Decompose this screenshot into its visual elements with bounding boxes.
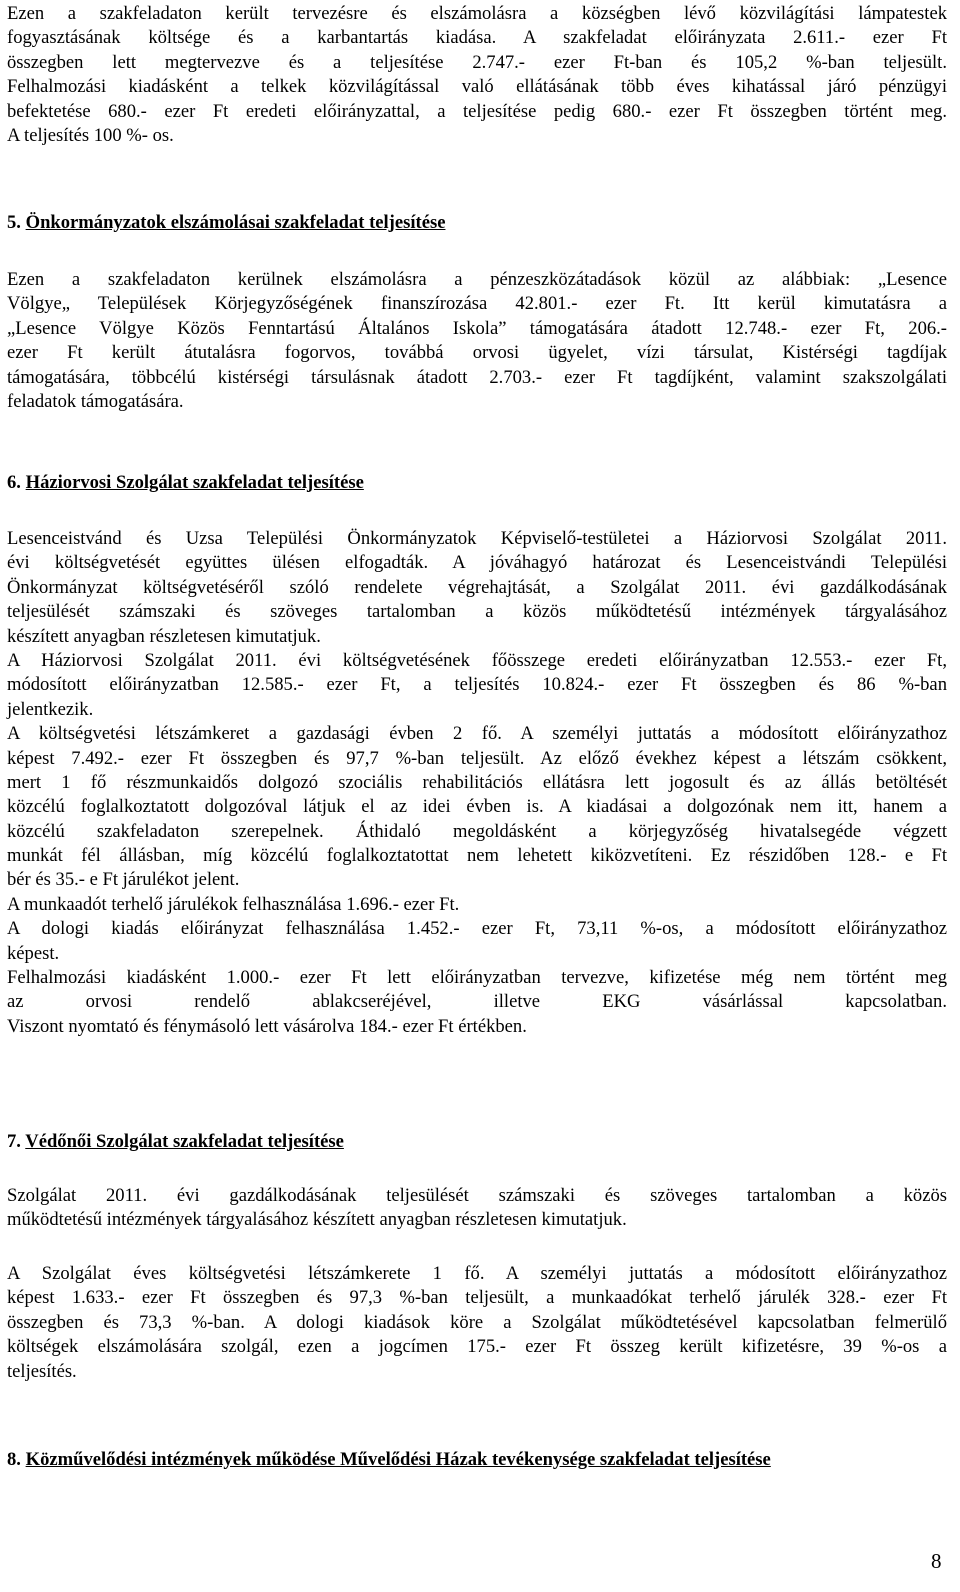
text-line: Lesenceistvánd és Uzsa Települési Önkormányzatok Képviselő-testületei a Háziorvosi Szolgálat 2011. [7,528,947,549]
text-line: A munkaadót terhelő járulékok felhasználása 1.696.- ezer Ft. [7,893,460,915]
text-line: feladatok támogatására. [7,390,184,412]
text-line: Viszont nyomtató és fénymásoló lett vásárolva 184.- ezer Ft értékben. [7,1015,527,1037]
text-line: képest 7.492.- ezer Ft összegben és 97,7 %-ban teljesült. Az előző évekhez képest a létszám csökkent, [7,747,947,769]
section-title: Önkormányzatok elszámolásai szakfeladat teljesítése [25,212,446,233]
text-line: Felhalmozási kiadásként 1.000.- ezer Ft lett előirányzatban tervezve, kifizetése még nem történt meg [7,967,947,989]
text-line: támogatására, többcélú kistérségi társulásnak átadott 2.703.- ezer Ft tagdíjként, valamint szakszolgálati [7,366,947,388]
text-line: képest. [7,942,60,964]
section-number: 7. [7,1131,21,1152]
text-line: teljesítés. [7,1360,77,1382]
text-line: Szolgálat 2011. évi gazdálkodásának teljesülését számszaki és szöveges tartalomban a közös [7,1185,947,1206]
text-line: Völgye„ Települések Körjegyzőségének finanszírozása 42.801.- ezer Ft. Itt kerül kimutatásra a [7,293,947,315]
text-line: fogyasztásának költsége és a karbantartás kiadása. A szakfeladat előirányzata 2.611.- ezer Ft [7,27,947,49]
text-line: Ezen a szakfeladaton kerülnek elszámolásra a pénzeszközátadások közül az alábbiak: „Lesence [7,269,947,290]
section-title: Védőnői Szolgálat szakfeladat teljesítése [25,1131,344,1152]
section-number: 8. [7,1449,21,1470]
text-line: ezer Ft került átutalásra fogorvos, továbbá orvosi ügyelet, vízi társulat, Kistérségi tagdíjak [7,342,947,364]
text-line: módosított előirányzatban 12.585.- ezer Ft, a teljesítés 10.824.- ezer Ft összegben és 86 %-ban [7,674,947,696]
paragraph-health-visitor-staff [7,1262,947,1384]
section-number: 5. [7,212,21,233]
page-number: 8 [931,1549,942,1573]
text-line: közcélú foglalkoztatott dolgozóval látjuk el az idei évben is. A kiadásai a dolgozónak nem itt, hanem a [7,796,947,818]
text-line: A Háziorvosi Szolgálat 2011. évi költségvetésének főösszege eredeti előirányzatban 12.553.- ezer Ft, [7,649,947,671]
section-heading-5 [7,211,445,235]
text-line: évi költségvetését együttes ülésen elfogadták. A jóváhagyó határozat és Lesenceistvándi Települési [7,552,947,574]
text-line: összegben és 73,3 %-ban. A dologi kiadások köre a Szolgálat működtetésével kapcsolatban felmerülő [7,1311,947,1333]
text-line: költségek elszámolására szolgál, ezen a jogcímen 175.- ezer Ft összeg került kifizetésre, 39 %-os a [7,1336,947,1358]
section-title: Háziorvosi Szolgálat szakfeladat teljesítése [25,472,364,493]
text-line: befektetése 680.- ezer Ft eredeti előirányzattal, a teljesítése pedig 680.- ezer Ft összegben történt meg. [7,100,947,122]
text-line: összegben lett megtervezve és a teljesítése 2.747.- ezer Ft-ban és 105,2 %-ban teljesült. [7,51,947,73]
text-line: Ezen a szakfeladaton került tervezésre és elszámolásra a községben lévő közvilágítási lámpatestek [7,3,947,24]
text-line: A dologi kiadás előirányzat felhasználása 1.452.- ezer Ft, 73,11 %-os, a módosított előirányzathoz [7,918,947,940]
text-line: munkát fél állásban, míg közcélú foglalkoztatottat nem lehetett kiközvetíteni. Ez részidőben 128.- e Ft [7,845,947,867]
text-line: működtetésű intézmények tárgyalásához készített anyagban részletesen kimutatjuk. [7,1209,627,1231]
section-heading-8 [7,1448,771,1472]
text-line: A Szolgálat éves költségvetési létszámkerete 1 fő. A személyi juttatás a módosított előirányzathoz [7,1263,947,1284]
text-line: A teljesítés 100 %- os. [7,124,174,146]
text-line: teljesülését számszaki és szöveges tartalomban a közös működtetésű intézmények tárgyalásához [7,601,947,623]
text-line: jelentkezik. [7,698,94,720]
text-line: közcélú szakfeladaton szerepelnek. Áthidaló megoldásként a körjegyzőség hivatalsegéde végzett [7,820,947,842]
section-heading-7 [7,1130,344,1154]
section-title: Közművelődési intézmények működése Művelődési Házak tevékenysége szakfeladat teljesítése [25,1449,771,1470]
text-line: A költségvetési létszámkeret a gazdasági évben 2 fő. A személyi juttatás a módosított előirányzathoz [7,723,947,745]
paragraph-street-lighting [7,2,947,148]
text-line: „Lesence Völgye Közös Fenntartású Általános Iskola” támogatására átadott 12.748.- ezer Ft, 206.- [7,317,947,339]
section-heading-6 [7,471,364,495]
text-line: képest 1.633.- ezer Ft összegben és 97,3 %-ban teljesült, a munkaadókat terhelő járulék 328.- ezer Ft [7,1287,947,1309]
text-line: bér és 35.- e Ft járulékot jelent. [7,869,240,891]
text-line: Önkormányzat költségvetéséről szóló rendelete végrehajtását, a Szolgálat 2011. évi gazdálkodásának [7,576,947,598]
text-line: mert 1 fő részmunkaidős dolgozó szociális rehabilitációs ellátásra lett jogosult és az állás betöltését [7,771,947,793]
paragraph-health-visitor-intro [7,1184,947,1233]
paragraph-municipal-settlements [7,268,947,414]
text-line: készített anyagban részletesen kimutatjuk. [7,625,321,647]
section-number: 6. [7,472,21,493]
text-line: Felhalmozási kiadásként a telkek közvilágítással való ellátásának több éves kihatással járó pénzügyi [7,76,947,98]
paragraph-gp-service [7,527,947,1039]
text-line: az orvosi rendelő ablakcseréjével, illetve EKG vásárlással kapcsolatban. [7,991,947,1013]
